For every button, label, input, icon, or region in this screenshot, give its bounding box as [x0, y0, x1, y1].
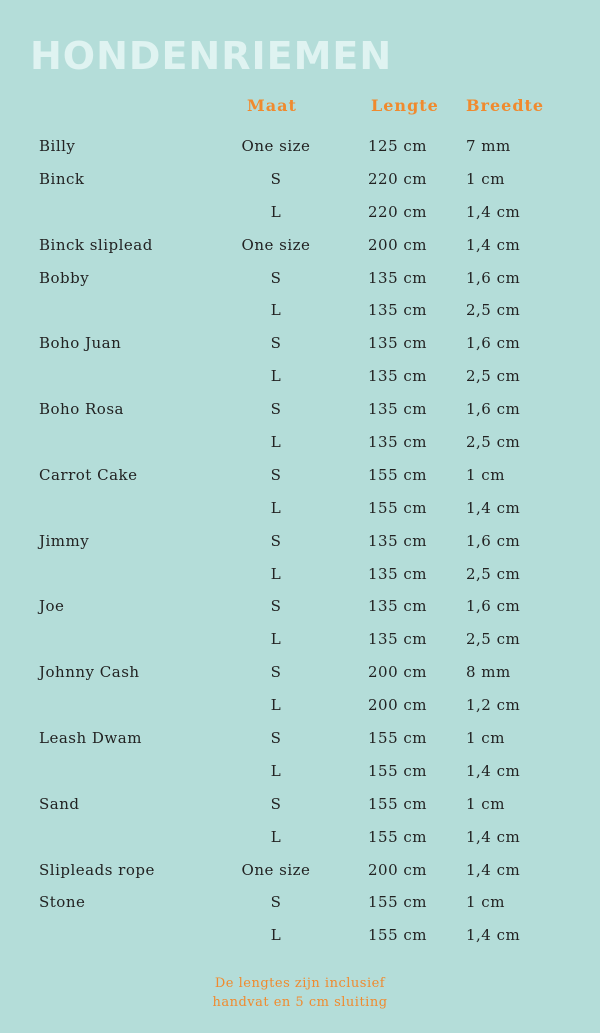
- width-value: 1 cm: [466, 794, 505, 813]
- table-row: [0, 130, 600, 163]
- table-row: [0, 689, 600, 722]
- product-name: Johnny Cash: [39, 663, 140, 682]
- length-value: 200 cm: [368, 860, 428, 879]
- table-row: [0, 459, 600, 492]
- product-name: Sand: [39, 794, 80, 813]
- size-value: One size: [241, 860, 311, 879]
- table-row: [0, 393, 600, 426]
- product-name: Binck: [39, 169, 85, 188]
- table-row: [0, 294, 600, 327]
- size-value: L: [270, 498, 282, 517]
- length-value: 125 cm: [368, 137, 428, 155]
- length-value: 155 cm: [368, 761, 428, 780]
- product-name: Leash Dwam: [39, 729, 142, 748]
- table-row: [0, 722, 600, 755]
- length-value: 155 cm: [368, 827, 428, 846]
- column-header-size: Maat: [247, 96, 297, 115]
- size-value: L: [270, 696, 282, 715]
- width-value: 1,6 cm: [466, 334, 521, 353]
- length-value: 155 cm: [368, 794, 428, 813]
- length-value: 135 cm: [368, 597, 428, 616]
- size-value: L: [270, 926, 282, 945]
- width-value: 1,6 cm: [466, 268, 521, 287]
- width-value: 1,4 cm: [466, 761, 521, 780]
- size-value: S: [270, 663, 282, 682]
- product-name: Stone: [39, 893, 86, 912]
- width-value: 2,5 cm: [466, 433, 521, 452]
- width-value: 1,6 cm: [466, 400, 521, 419]
- size-value: L: [270, 564, 282, 583]
- product-name: Boho Juan: [39, 334, 122, 353]
- size-value: One size: [241, 235, 311, 254]
- width-value: 1,6 cm: [466, 531, 521, 550]
- length-value: 135 cm: [368, 630, 428, 649]
- length-value: 200 cm: [368, 235, 428, 254]
- size-value: L: [270, 827, 282, 846]
- width-value: 1,6 cm: [466, 597, 521, 616]
- width-value: 2,5 cm: [466, 367, 521, 386]
- table-row: [0, 360, 600, 393]
- size-value: L: [270, 202, 282, 221]
- page-title: HONDENRIEMEN: [30, 34, 393, 78]
- table-row: [0, 590, 600, 623]
- width-value: 1,4 cm: [466, 202, 521, 221]
- length-value: 220 cm: [368, 202, 428, 221]
- size-value: S: [270, 531, 282, 550]
- table-row: [0, 558, 600, 591]
- length-value: 135 cm: [368, 367, 428, 386]
- length-value: 200 cm: [368, 663, 428, 682]
- length-value: 155 cm: [368, 465, 428, 484]
- footnote-line-2: handvat en 5 cm sluiting: [212, 995, 388, 1010]
- table-row: [0, 788, 600, 821]
- width-value: 1,4 cm: [466, 860, 521, 879]
- footnote: [0, 974, 600, 1012]
- table-row: [0, 623, 600, 656]
- table-row: [0, 755, 600, 788]
- size-value: One size: [241, 137, 311, 155]
- width-value: 1 cm: [466, 465, 505, 484]
- width-value: 1 cm: [466, 169, 505, 188]
- product-name: Binck sliplead: [39, 235, 153, 254]
- product-name: Billy: [39, 137, 76, 155]
- column-header-width: Breedte: [466, 96, 545, 115]
- product-name: Jimmy: [39, 531, 90, 550]
- size-value: S: [270, 465, 282, 484]
- length-value: 200 cm: [368, 696, 428, 715]
- size-value: S: [270, 597, 282, 616]
- length-value: 220 cm: [368, 169, 428, 188]
- table-row: [0, 919, 600, 952]
- table-row: [0, 327, 600, 360]
- size-value: L: [270, 761, 282, 780]
- width-value: 2,5 cm: [466, 630, 521, 649]
- width-value: 1,4 cm: [466, 235, 521, 254]
- table-row: [0, 196, 600, 229]
- table-row: [0, 886, 600, 919]
- size-value: S: [270, 334, 282, 353]
- width-value: 1 cm: [466, 729, 505, 748]
- length-value: 155 cm: [368, 498, 428, 517]
- length-value: 135 cm: [368, 531, 428, 550]
- length-value: 155 cm: [368, 926, 428, 945]
- width-value: 1,4 cm: [466, 498, 521, 517]
- table-row: [0, 426, 600, 459]
- size-value: S: [270, 169, 282, 188]
- table-row: [0, 229, 600, 262]
- size-value: S: [270, 794, 282, 813]
- width-value: 2,5 cm: [466, 564, 521, 583]
- length-value: 135 cm: [368, 268, 428, 287]
- size-value: L: [270, 630, 282, 649]
- size-value: L: [270, 433, 282, 452]
- table-row: [0, 163, 600, 196]
- product-name: Carrot Cake: [39, 465, 138, 484]
- length-value: 135 cm: [368, 400, 428, 419]
- size-value: S: [270, 729, 282, 748]
- table-row: [0, 854, 600, 887]
- product-name: Joe: [39, 597, 65, 616]
- table-row: [0, 821, 600, 854]
- width-value: 1 cm: [466, 893, 505, 912]
- size-table: [0, 130, 600, 952]
- width-value: 1,4 cm: [466, 926, 521, 945]
- size-value: L: [270, 367, 282, 386]
- product-name: Slipleads rope: [39, 860, 155, 879]
- product-name: Bobby: [39, 268, 90, 287]
- length-value: 135 cm: [368, 334, 428, 353]
- width-value: 1,4 cm: [466, 827, 521, 846]
- length-value: 155 cm: [368, 893, 428, 912]
- table-row: [0, 525, 600, 558]
- width-value: 1,2 cm: [466, 696, 521, 715]
- length-value: 135 cm: [368, 564, 428, 583]
- length-value: 135 cm: [368, 433, 428, 452]
- length-value: 155 cm: [368, 729, 428, 748]
- width-value: 7 mm: [466, 137, 511, 155]
- length-value: 135 cm: [368, 301, 428, 320]
- size-value: S: [270, 268, 282, 287]
- product-name: Boho Rosa: [39, 400, 124, 419]
- column-header-length: Lengte: [371, 96, 439, 115]
- table-row: [0, 262, 600, 295]
- footnote-line-1: De lengtes zijn inclusief: [214, 976, 386, 991]
- table-row: [0, 656, 600, 689]
- size-value: L: [270, 301, 282, 320]
- width-value: 8 mm: [466, 663, 511, 682]
- size-value: S: [270, 893, 282, 912]
- width-value: 2,5 cm: [466, 301, 521, 320]
- size-value: S: [270, 400, 282, 419]
- table-row: [0, 492, 600, 525]
